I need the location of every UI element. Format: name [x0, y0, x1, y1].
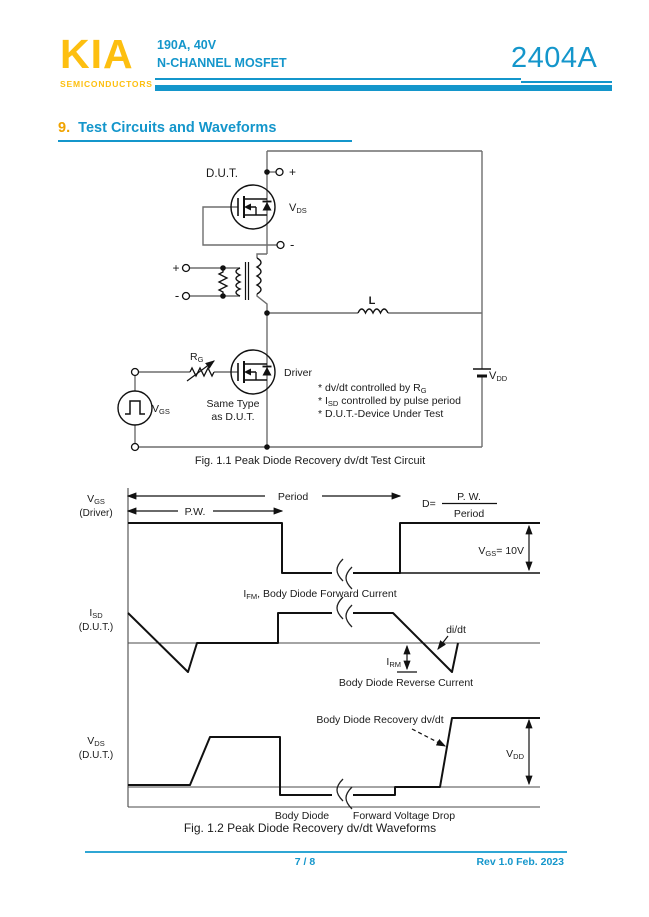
driver-mosfet-symbol: [231, 350, 275, 394]
plus-terminal-label: +: [289, 165, 297, 179]
page-number: 7 / 8: [294, 856, 316, 868]
input-resistor: [219, 268, 227, 296]
section-title: [58, 120, 276, 136]
same-type-line2: as D.U.T.: [211, 411, 255, 423]
period-label: Period: [277, 491, 309, 503]
wf2-device-label: (D.U.T.): [78, 622, 114, 633]
section-underline: [58, 140, 352, 142]
part-number: 2404A: [511, 42, 598, 74]
duty-numerator: P. W.: [457, 491, 481, 503]
fig1-test-circuit-diagram: [85, 148, 605, 458]
wf2-isd-dut: [79, 588, 540, 689]
wf3-device-label: (D.U.T.): [78, 750, 114, 761]
ifm-forward-current-label: IFM, Body Diode Forward Current: [243, 588, 397, 601]
header-rule-thin-left: [155, 78, 521, 80]
minus-terminal-label: -: [290, 237, 295, 252]
irm-label: IRM: [386, 656, 401, 669]
section-number: 9: [58, 120, 67, 136]
note-dut: * D.U.T.-Device Under Test: [318, 408, 444, 420]
gate-resistor-rg: [187, 361, 214, 381]
section-dot: .: [66, 120, 71, 136]
header-rule-thin-right: [521, 81, 612, 83]
recovery-dvdt-label: Body Diode Recovery dv/dt: [316, 714, 444, 726]
note-dvdt: * dv/dt controlled by RG: [318, 382, 427, 395]
fig2-caption: Fig. 1.2 Peak Diode Recovery dv/dt Waveforms: [183, 821, 437, 835]
same-type-line1: Same Type: [206, 398, 260, 410]
duty-lhs: D=: [422, 498, 436, 510]
kia-logo: KIA: [60, 31, 134, 77]
dut-mosfet-symbol: [231, 185, 275, 229]
vgs-10v-label: VGS= 10V: [478, 545, 524, 558]
revision-label: Rev 1.0 Feb. 2023: [476, 856, 564, 868]
vds-label: VDS: [289, 202, 307, 215]
wf3-vds-dut: [79, 714, 540, 822]
vgs-label: VGS: [152, 403, 170, 416]
rg-label: RG: [190, 351, 204, 364]
reverse-current-label: Body Diode Reverse Current: [338, 677, 474, 689]
inductor-label: L: [368, 295, 376, 307]
transformer-minus-label: -: [174, 288, 180, 303]
wf1-vgs-driver: [79, 491, 540, 589]
header-rule-thick: [155, 85, 612, 91]
fig1-caption: Fig. 1.1 Peak Diode Recovery dv/dt Test Circuit: [194, 455, 426, 467]
note-isd: * ISD controlled by pulse period: [318, 395, 461, 408]
transformer: [236, 258, 261, 300]
footer-rule: [85, 851, 567, 853]
device-type: N-CHANNEL MOSFET: [157, 56, 287, 70]
wf1-device-label: (Driver): [79, 508, 113, 519]
driver-label: Driver: [284, 367, 312, 379]
wf2-signal-label: ISD: [89, 607, 103, 620]
wf1-signal-label: VGS: [87, 493, 105, 506]
fig2-waveform-diagram: [80, 485, 565, 830]
inductor-L: [358, 309, 388, 313]
didt-label: di/dt: [446, 624, 466, 636]
vgs-pulse-source: [118, 391, 152, 425]
wf3-signal-label: VDS: [87, 735, 105, 748]
kia-logo-subtitle: SEMICONDUCTORS: [60, 79, 153, 89]
section-title-text: Test Circuits and Waveforms: [78, 120, 277, 136]
body-diode-label: Body Diode: [274, 810, 330, 822]
transformer-plus-label: +: [172, 261, 180, 275]
vdd-waveform-label: VDD: [506, 748, 524, 761]
dut-label: D.U.T.: [206, 168, 238, 180]
device-rating: 190A, 40V: [157, 38, 217, 52]
forward-voltage-drop-label: Forward Voltage Drop: [352, 810, 456, 822]
pw-label: P.W.: [184, 506, 206, 518]
vdd-label: VDD: [489, 370, 508, 383]
duty-denominator: Period: [453, 508, 485, 520]
